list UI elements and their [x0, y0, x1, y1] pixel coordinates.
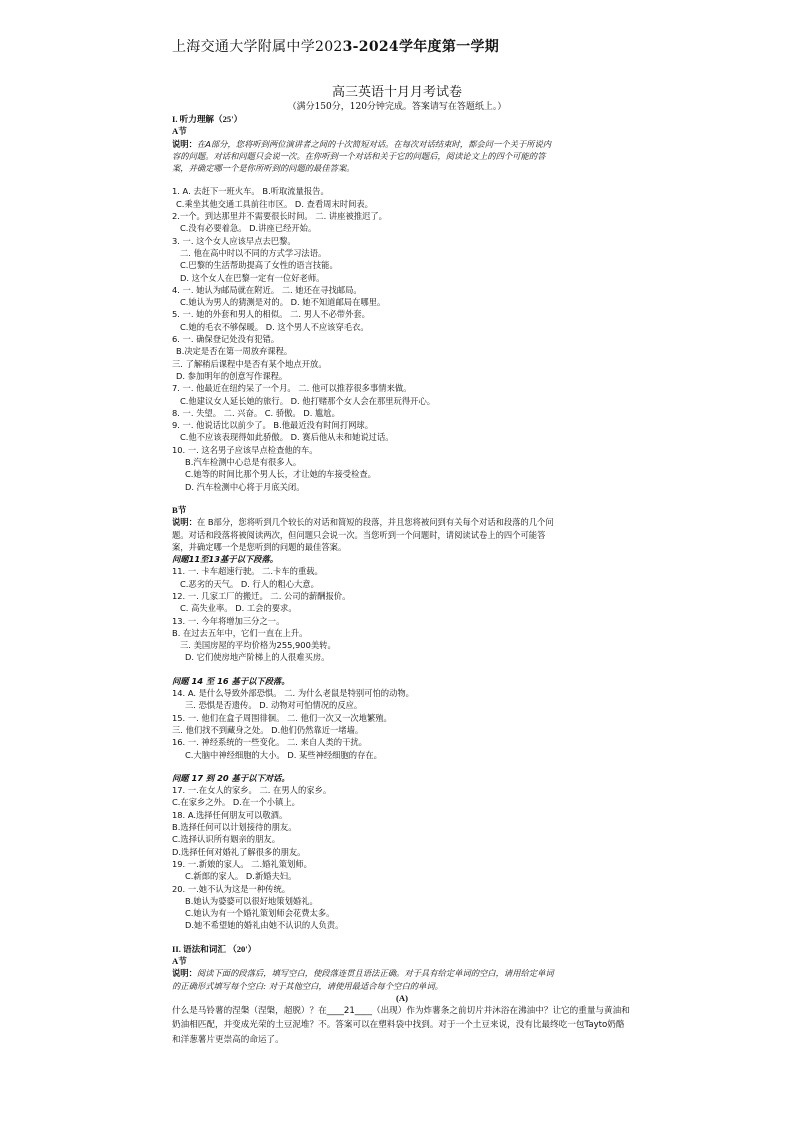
group3-questions — [172, 784, 632, 932]
school-name: 上海交通大学附属中学202 — [172, 39, 343, 55]
question-line: 三. 他们找不到藏身之处。 D.他们仍然靠近一堵墙。 — [172, 724, 364, 735]
group2-heading: 问题 14 至 16 基于以下段落。 — [172, 675, 290, 686]
question-line: D.选择任何对婚礼了解很多的朋友。 — [172, 846, 306, 857]
question-line: 三. 了解稍后课程中是否有某个地点开放。 — [172, 358, 327, 369]
part2-heading: II. 语法和词汇 （20'） — [172, 943, 257, 954]
question-line: 5. 一. 她的外套和男人的相似。 二. 男人不必带外套。 — [172, 309, 370, 320]
question-line: C.她等的时间比那个男人长，才让她的车接受检查。 — [185, 469, 376, 480]
question-line: 17. 一.在女人的家乡。 二. 在男人的家乡。 — [172, 785, 332, 796]
question-line: C.他不应该表现得如此骄傲。 D. 赛后他从未和她说过话。 — [180, 432, 394, 443]
exam-content — [172, 113, 632, 1047]
question-line: D. 它们使房地产阶梯上的人很难买房。 — [185, 652, 330, 663]
question-line: D. 汽车检测中心将于月底关闭。 — [185, 481, 305, 492]
question-line: 3. 一. 这个女人应该早点去巴黎。 — [172, 235, 296, 246]
question-line: C.她的毛衣不够保暖。 D. 这个男人不应该穿毛衣。 — [180, 321, 369, 332]
school-header — [172, 36, 499, 56]
part1-section-b: B节 — [172, 504, 187, 515]
exam-subtitle: （满分150分，120分钟完成。答案请写在答题纸上。） — [287, 102, 507, 112]
question-line: 1. A. 去赶下一班火车。 B.听取流量报告。 — [172, 186, 329, 197]
passage-text: 什么是马铃薯的涅槃（涅槃，超脱）？在____21____（出现）作为炸薯条之前切片并沐浴在沸油中？让它的重量与黄油和奶油相匹配，并变成光荣的土豆泥堆？不。答案可以在塑料袋中找到。对于一个土豆来说，没有比最终吃一包Tayto奶酪和洋葱薯片更崇高的命运了。 — [172, 1006, 630, 1045]
question-line: C.没有必要着急。 D.讲座已经开始。 — [180, 223, 317, 234]
question-line: 14. A. 是什么导致外部恐惧。 二. 为什么老鼠是特别可怕的动物。 — [172, 688, 414, 699]
question-line: 12. 一. 几家工厂的搬迁。 二. 公司的薪酬报价。 — [172, 590, 351, 601]
question-line: C.在家乡之外。 D.在一个小镇上。 — [172, 797, 300, 808]
group2-questions — [172, 687, 632, 761]
part2-note-line-2: 的正确形式填写每个空白: 对于其他空白，请使用最适合每个空白的单词。 — [172, 980, 443, 991]
question-line: 三. 美国房屋的平均价格为255,900美转。 — [180, 640, 336, 651]
note-a-line-3: 案，并确定哪一个是你所听到的问题的最佳答案。 — [172, 163, 355, 174]
exam-title: 高三英语十月月考试卷 — [331, 85, 462, 100]
question-line: B.她认为婆婆可以很好地策划婚礼。 — [185, 895, 318, 906]
question-line: 三. 恐惧是否遗传。 D. 动物对可怕情况的反应。 — [185, 700, 363, 711]
note-label: 说明： — [172, 138, 197, 149]
note-a-line-1: 在A部分，您将听到两位演讲者之间的十次简短对话。在每次对话结束时，都会问一个关于所说内 — [196, 138, 552, 149]
question-line: 2.一个。到达那里并不需要很长时间。 二. 讲座被推迟了。 — [172, 211, 387, 222]
question-line: C.巴黎的生活帮助提高了女性的语言技能。 — [180, 260, 338, 271]
group1-heading: 问题11至13基于以下段落。 — [172, 554, 279, 565]
question-line: C.她认为有一个婚礼策划师会花费太多。 — [185, 908, 335, 919]
note-b-line-1: 在 B部分，您将听到几个较长的对话和简短的段落，并且您将被问到有关每个对话和段落的几个问 — [196, 517, 554, 528]
part1-note-a — [172, 138, 632, 150]
group1-questions — [172, 565, 632, 663]
question-line: D. 这个女人在巴黎一定有一位好老师。 — [180, 272, 325, 283]
question-line: 9. 一. 他说话比以前少了。 B.他最近没有时间打网球。 — [172, 420, 374, 431]
question-line: B.选择任何可以计划接待的朋友。 — [172, 822, 297, 833]
part1-section-a: A节 — [172, 126, 187, 137]
question-line: D. 参加明年的创意写作课程。 — [176, 370, 288, 381]
question-line: 11. 一. 卡车超速行驶。 二.卡车的重载。 — [172, 566, 323, 577]
section-a-questions — [172, 185, 632, 492]
note-b-line-2: 题。对话和段落将被阅读两次，但问题只会说一次。当您听到一个问题时，请阅读试卷上的四个可能答 — [172, 529, 546, 540]
question-line: C.大脑中神经细胞的大小。 D. 某些神经细胞的存在。 — [185, 749, 382, 760]
part1-note-b — [172, 516, 632, 528]
part1-heading: I. 听力理解（25'） — [172, 114, 243, 124]
question-line: B.决定是否在第一周放弃课程。 — [176, 346, 293, 357]
question-line: 8. 一. 失望。 二. 兴奋。 C. 骄傲。 D. 尴尬。 — [172, 407, 340, 418]
question-line: 18. A.选择任何朋友可以敬酒。 — [172, 809, 288, 820]
question-line: 7. 一. 他最近在纽约呆了一个月。 二. 他可以推荐很多事情来做。 — [172, 383, 412, 394]
question-line: D.她不希望她的婚礼由她不认识的人负责。 — [185, 920, 344, 931]
question-line: C.选择认识所有姻亲的朋友。 — [172, 834, 280, 845]
school-term: 3-2024学年度第一学期 — [342, 39, 500, 55]
question-line: C.乘坐其他交通工具前往市区。 D. 查看周末时间表。 — [176, 198, 373, 209]
question-line: 4. 一. 她认为邮局就在附近。 二. 她还在寻找邮局。 — [172, 284, 362, 295]
group3-heading: 问题 17 到 20 基于以下对话。 — [172, 772, 290, 783]
note-label: 说明： — [172, 517, 197, 528]
question-line: C.她认为男人的猜测是对的。 D. 她不知道邮局在哪里。 — [180, 297, 386, 308]
part2-note-line-1: 阅读下面的段落后，填写空白，使段落连贯且语法正确。对于具有给定单词的空白，请用给定单词 — [196, 968, 554, 979]
question-line: C.新郎的家人。 D.新婚夫妇。 — [185, 871, 297, 882]
question-line: B.汽车检测中心总是有很多人。 — [185, 457, 302, 468]
question-line: 20. 一.她不认为这是一种传统。 — [172, 883, 291, 894]
note-a-line-2: 容的问题。对话和问题只会说一次。在你听到一个对话和关于它的问题后，阅读论文上的四个可能的答 — [172, 150, 546, 161]
question-line: C.他建议女人延长她的旅行。 D. 他打赌那个女人会在那里玩得开心。 — [180, 395, 436, 406]
question-line: C.恶劣的天气。 D. 行人的粗心大意。 — [180, 578, 319, 589]
part2-note — [172, 967, 632, 979]
question-line: 二. 他在高中时以不同的方式学习法语。 — [180, 247, 327, 258]
question-line: C. 高失业率。 D. 工会的要求。 — [180, 603, 297, 614]
passage-label: (A) — [396, 992, 408, 1003]
part2-section-a: A节 — [172, 956, 187, 966]
question-line: 13. 一. 今年将增加三分之一。 — [172, 615, 285, 626]
note-b-line-3: 案，并确定哪一个是您听到的问题的最佳答案。 — [172, 541, 347, 552]
question-line: 10. 一. 这名男子应该早点检查他的车。 — [172, 444, 318, 455]
question-line: 6. 一. 确保登记处没有犯错。 — [172, 334, 280, 345]
question-line: 19. 一.新娘的家人。 二.婚礼策划师。 — [172, 858, 312, 869]
question-line: 16. 一. 神经系统的一些变化。 二. 来自人类的干扰。 — [172, 737, 367, 748]
note-label: 说明： — [172, 968, 197, 979]
question-line: 15. 一. 他们在盒子周围徘徊。 二. 他们一次又一次地繁殖。 — [172, 712, 392, 723]
question-line: B. 在过去五年中，它们一直在上升。 — [172, 627, 308, 638]
